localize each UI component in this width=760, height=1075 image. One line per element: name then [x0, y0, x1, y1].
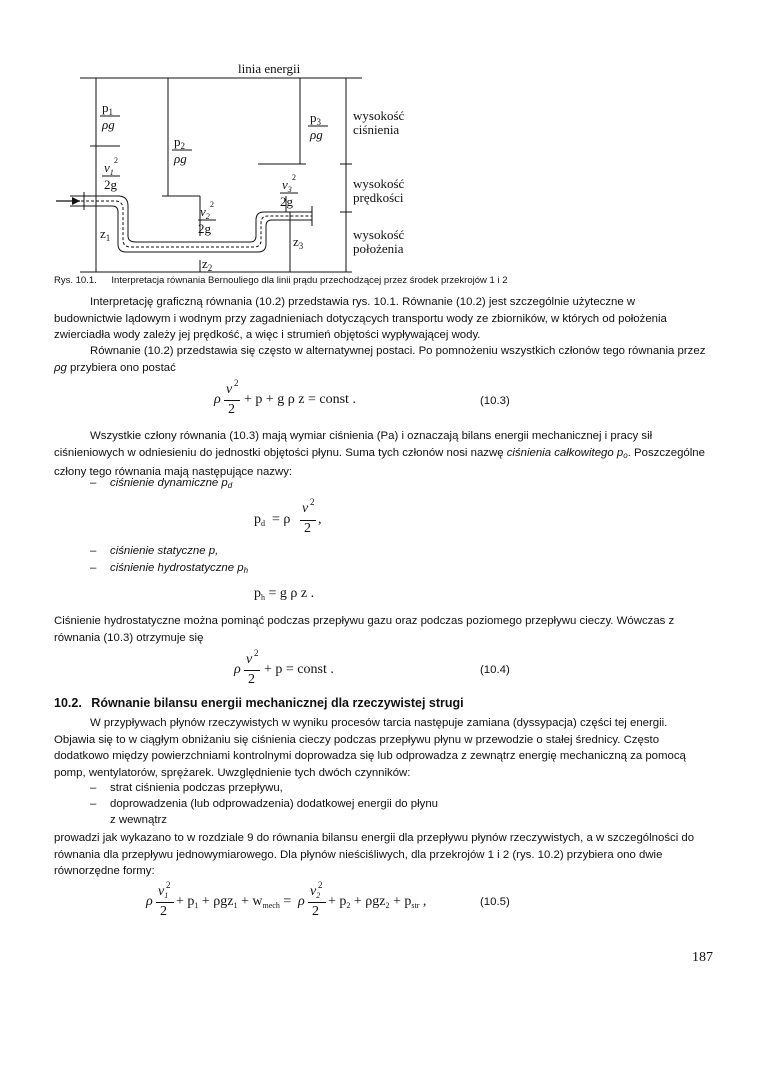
figure-caption — [54, 275, 507, 286]
svg-text:ciśnienia: ciśnienia — [353, 122, 400, 137]
equation-pd: $p_d$ = ρ v 2 2 , — [254, 497, 322, 536]
svg-text:z1: $z_1$ — [100, 226, 111, 243]
equation-number-10-5: (10.5) — [480, 896, 510, 908]
paragraph-1: Interpretację graficzną równania (10.2) przedstawia rys. 10.1. Równanie (10.2) jest szczególnie użyteczne w budownictwie lądowym i wodnym przy zagadnieniach dotyczących transportu wody ze zbiorników, w których od położenia zwierciadła wody zależy jej prędkość, a więc i strumień objętości wypływającej wody. — [54, 296, 667, 341]
svg-text:ρg: ρg — [310, 127, 323, 142]
svg-text:v2: $v_2$ — [200, 204, 210, 221]
svg-text:ρg: ρg — [174, 151, 187, 166]
svg-text:2: 2 — [210, 200, 214, 209]
page-number: 187 — [692, 950, 713, 965]
svg-text:2: 2 — [292, 173, 296, 182]
energy-line-label: linia energii — [238, 61, 301, 76]
section-heading: 10.2. Równanie bilansu energii mechanicznej dla rzeczywistej strugi — [54, 696, 464, 710]
svg-text:2g: 2g — [104, 177, 117, 192]
paragraph-2: Równanie (10.2) przedstawia się często w alternatywnej postaci. Po pomnożeniu wszystkich członów tego równania przez ρg przybiera ono postać — [54, 345, 706, 374]
svg-text:v1: $v_1$ — [104, 160, 114, 177]
svg-text:v3: $v_3$ — [282, 177, 292, 194]
equation-ph: $p_h = g$ ρ z . — [254, 586, 315, 602]
paragraph-6: prowadzi jak wykazano to w rozdziale 9 do równania bilansu energii dla przepływu płynów rzeczywistych, a w szczególności do równania dla przepływu jednowymiarowego. Dla płynów nieściśliwych, dla przekrojów 1 i 2 (rys. 10.2) przybiera ono dwie równorzędne formy: — [54, 832, 695, 877]
svg-text:wysokość: wysokość — [353, 227, 405, 242]
paragraph-3: Wszystkie człony równania (10.3) mają wymiar ciśnienia (Pa) i oznaczają bilans energii mechanicznej i pracy sił ciśnieniowych w odniesieniu do jednostki objętości płynu. Suma tych członów nosi nazwę ciśnienia całkowitego po. Poszczególne człony tego równania mają następujące nazwy: — [54, 430, 705, 478]
svg-text:p3: $p_3$ — [310, 110, 321, 127]
svg-text:ρg: ρg — [102, 117, 115, 132]
equation-number-10-4: (10.4) — [480, 664, 510, 676]
svg-text:2: 2 — [114, 156, 118, 165]
svg-text:p1: $p_1$ — [102, 100, 113, 117]
equation-10-3: ρ v 2 2 + p + g ρ z = const . — [214, 378, 356, 417]
svg-text:wysokość: wysokość — [353, 108, 405, 123]
bernoulli-figure — [0, 0, 760, 275]
svg-text:2g: 2g — [198, 221, 211, 236]
paragraph-5: W przypływach płynów rzeczywistych w wyniku procesów tarcia następuje zamiana (dyssypacja) części tej energii. Objawia się to w ciągłym obniżaniu się ciśnienia cieczy podczas przepływu płynu w przewodzie o stałej średnicy. Często dodatkowo między powierzchniami kontrolnymi doprowadza się lub odprowadza z zewnątrz energię mechaniczną za pomocą pomp, wentylatorów, sprężarek. Uwzględnienie tych dwóch czynników: — [54, 717, 686, 779]
svg-text:wysokość: wysokość — [353, 176, 405, 191]
svg-text:z2: $z_2$ — [202, 256, 213, 273]
equation-number-10-3: (10.3) — [480, 395, 510, 407]
paragraph-4: Ciśnienie hydrostatyczne można pominąć podczas przepływu gazu oraz podczas poziomego przepływu cieczy. Wówczas z równania (10.3) otrzymuje się — [54, 615, 675, 644]
equation-10-4: ρ v 2 2 + p = const . — [234, 648, 334, 687]
equation-10-5: ρ $v_1$ 2 2 + $p_1 + \rho gz_1 + w_{mech}$ = ρ $v_2$ 2 2 + $p_2 + \rho gz_2 + p_{str}$ , — [146, 880, 427, 919]
svg-text:położenia: położenia — [353, 241, 404, 256]
svg-text:prędkości: prędkości — [353, 190, 404, 205]
caption-number: Rys. 10.1. — [54, 275, 97, 286]
caption-text: Interpretacja równania Bernouliego dla linii prądu przechodzącej przez środek przekrojów 1 i 2 — [111, 275, 508, 286]
svg-text:z3: $z_3$ — [293, 234, 304, 251]
svg-text:2g: 2g — [280, 194, 293, 209]
svg-text:p2: $p_2$ — [174, 134, 185, 151]
